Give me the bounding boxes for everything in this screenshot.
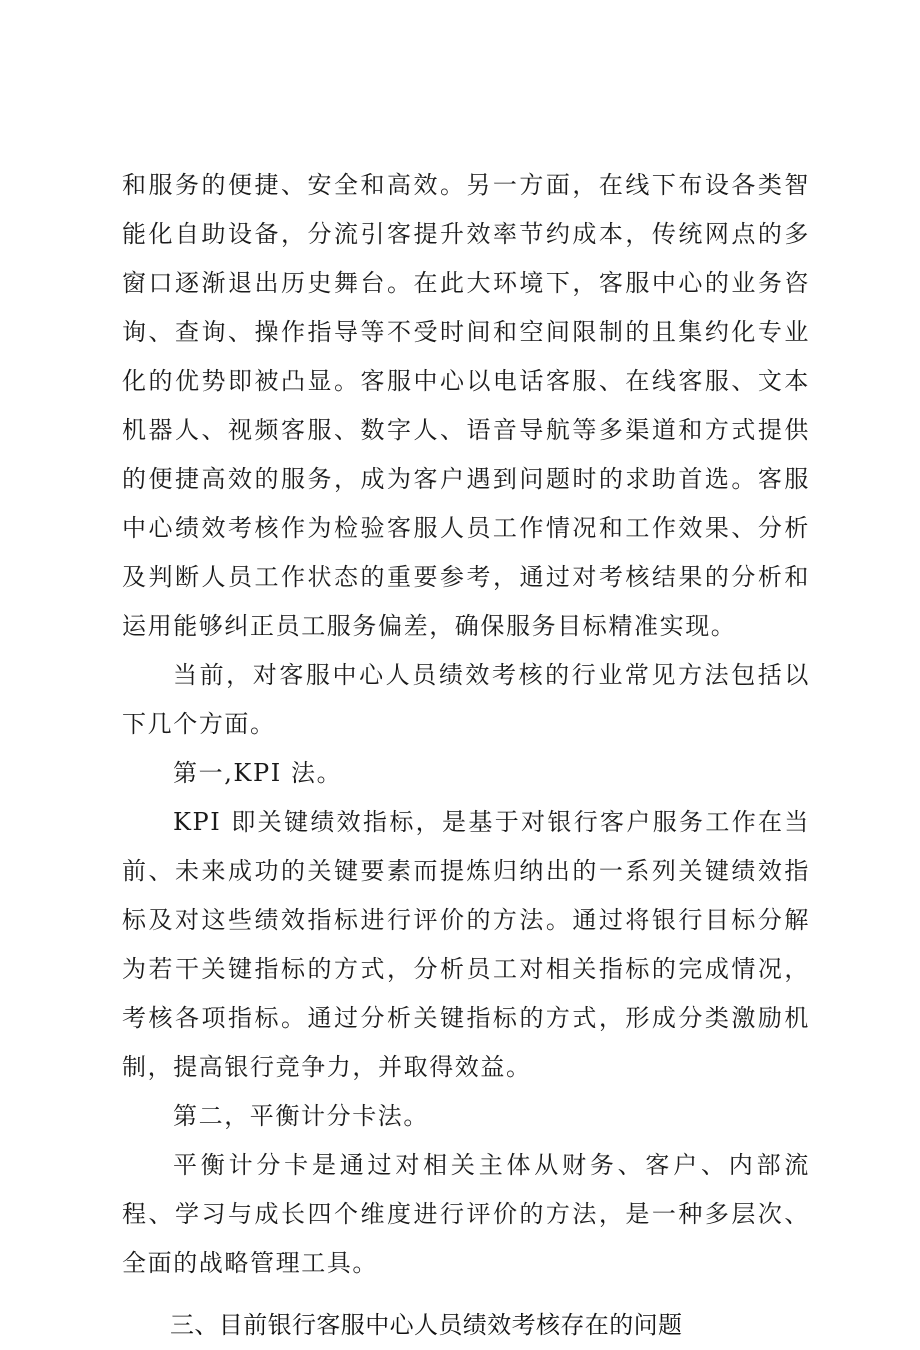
text-line: 舞台。在此大环境下，客服中心的业务咨询、查询、操作指导等不受 <box>122 269 810 346</box>
paragraph-current-methods <box>122 651 810 749</box>
text-line: 具。 <box>326 1249 379 1277</box>
text-line: 分析员工对相关指标的完成情况，考核各项指标。通过分析关键指标 <box>122 955 810 1032</box>
paragraph-bsc-body <box>122 1141 810 1288</box>
text-line: 道和方式提供的便捷高效的服务，成为客户遇到问题时的求助首选。 <box>122 416 810 493</box>
text-line: 和服务的便捷、安全和高效。另一方面，在线下布设各类智能化自助 <box>122 171 810 248</box>
text-line: 成功的关键要素而提炼归纳出的一系列关键绩效指标及对这些绩效 <box>122 857 810 934</box>
paragraph-digital-transformation <box>122 161 810 651</box>
text-line: 设备，分流引客提升效率节约成本，传统网点的多窗口逐渐退出历史 <box>122 220 810 297</box>
document-body <box>122 161 810 1350</box>
text-line: 客服、在线客服、文本机器人、视频客服、数字人、语音导航等多渠 <box>122 367 810 444</box>
text-line: KPI 即关键绩效指标，是基于对银行客户服务工作在当前、未来 <box>122 808 810 885</box>
paragraph-kpi-title <box>122 749 810 798</box>
text-line: 指标进行评价的方法。通过将银行目标分解为若干关键指标的方式， <box>122 906 810 983</box>
paragraph-bsc-title <box>122 1092 810 1141</box>
text-line: 员工服务偏差，确保服务目标精准实现。 <box>275 612 737 640</box>
text-line: 与成长四个维度进行评价的方法，是一种多层次、全面的战略管理工 <box>122 1200 810 1277</box>
text-line: 时间和空间限制的且集约化专业化的优势即被凸显。客服中心以电话 <box>122 318 810 395</box>
text-line: 第二，平衡计分卡法。 <box>173 1102 429 1130</box>
paragraph-kpi-body <box>122 798 810 1092</box>
text-line: 方面。 <box>198 710 276 738</box>
text-line: 平衡计分卡是通过对相关主体从财务、客户、内部流程、学习 <box>122 1151 810 1228</box>
text-line: 当前，对客服中心人员绩效考核的行业常见方法包括以下几个 <box>122 661 810 738</box>
text-line: 第一,KPI 法。 <box>173 759 343 787</box>
text-line: 断人员工作状态的重要参考，通过对考核结果的分析和运用能够纠正 <box>122 563 810 640</box>
section-heading: 三、目前银行客服中心人员绩效考核存在的问题 <box>170 1311 683 1339</box>
text-line: 的方式，形成分类激励机制，提高银行竞争力，并取得效益。 <box>122 1004 810 1081</box>
text-line: 客服中心绩效考核作为检验客服人员工作情况和工作效果、分析及判 <box>122 465 811 591</box>
